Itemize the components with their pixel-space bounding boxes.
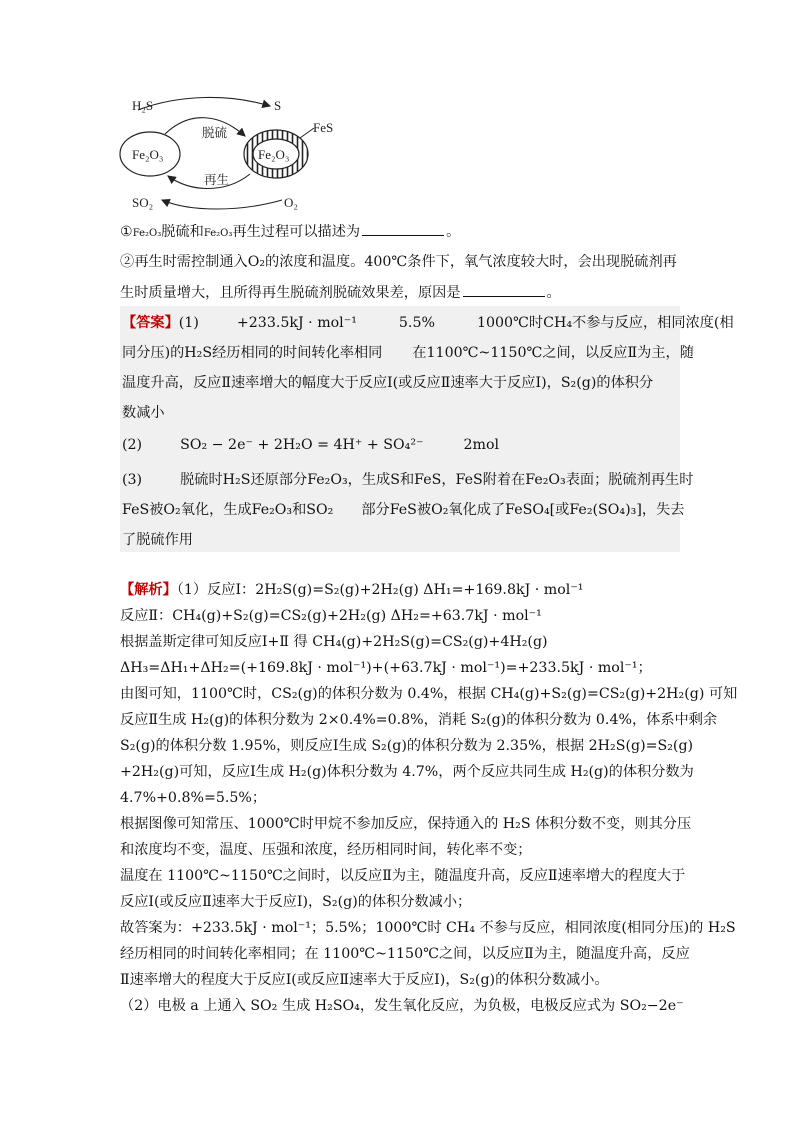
- analysis-text-4: ΔH₃=ΔH₁+ΔH₂=(+169.8kJ · mol⁻¹)+(+63.7kJ · mol⁻¹)=+233.5kJ · mol⁻¹；: [120, 660, 652, 676]
- answer-reason-2: 在1100℃~1150℃之间，以反应Ⅱ为主，随: [412, 345, 694, 361]
- analysis-text-16: Ⅱ速率增大的程度大于反应Ⅰ(或反应Ⅱ速率大于反应Ⅰ)，S₂(g)的体积分数减小。: [120, 972, 609, 988]
- q1-answer-blank[interactable]: [362, 221, 444, 236]
- question-2-line-1: [120, 252, 680, 272]
- label-s: S: [274, 98, 282, 113]
- q2-text-c: 生时质量增大，且所得再生脱硫剂脱硫效果差，原因是: [120, 285, 461, 301]
- answer-part-3-end: 了脱硫作用: [122, 532, 193, 548]
- analysis-line-7: [120, 736, 694, 756]
- analysis-text-7: S₂(g)的体积分数 1.95%，则反应Ⅰ生成 S₂(g)的体积分数为 2.35%，根据 2H₂S(g)=S₂(g): [120, 738, 694, 754]
- q2-answer-blank[interactable]: [463, 282, 545, 297]
- answer-part-3-text-2: FeS被O₂氧化，生成Fe₂O₃和SO₂: [122, 502, 334, 518]
- answer-reason-1-cont: 同分压)的H₂S经历相同的时间转化率相同: [122, 345, 383, 361]
- answer-percent: 5.5%: [398, 315, 435, 331]
- analysis-line-16: [120, 970, 685, 990]
- analysis-text-2: 反应Ⅱ：CH₄(g)+S₂(g)=CS₂(g)+2H₂(g) ΔH₂=+63.7kJ · mol⁻¹: [120, 608, 542, 624]
- analysis-line-14: [120, 918, 736, 938]
- label-fe2o3-right: Fe₂O₃: [258, 147, 290, 162]
- answer-line-8: [122, 530, 678, 550]
- analysis-text-5: 由图可知，1100℃时，CS₂(g)的体积分数为 0.4%，根据 CH₄(g)+S₂(g)=CS₂(g)+2H₂(g) 可知: [120, 686, 738, 702]
- analysis-line-11: [120, 840, 685, 860]
- label-desulf: 脱硫: [202, 125, 228, 140]
- analysis-tag: 【解析】: [120, 582, 177, 598]
- answer-line-7: [122, 500, 685, 520]
- analysis-line-15: [120, 944, 690, 964]
- answer-line-3: [122, 373, 678, 393]
- analysis-line-5: [120, 684, 738, 704]
- analysis-line-6: [120, 710, 718, 730]
- question-2-line-2: [120, 282, 680, 303]
- q1-text: 再生过程可以描述为: [232, 224, 361, 240]
- label-so2: SO₂: [132, 195, 154, 210]
- q2-o2: O₂: [247, 254, 266, 270]
- analysis-line-1: [120, 580, 685, 600]
- answer-reason-2-end: 数减小: [122, 405, 165, 421]
- analysis-line-2: [120, 606, 685, 626]
- analysis-text-12: 温度在 1100℃~1150℃之间时，以反应Ⅱ为主，随温度升高，反应Ⅱ速率增大的程度大于: [120, 868, 686, 884]
- analysis-text-10: 根据图像可知常压、1000℃时甲烷不参加反应，保持通入的 H₂S 体积分数不变，则其分压: [120, 816, 692, 832]
- answer-mol: 2mol: [463, 437, 500, 453]
- q1-end: 。: [446, 224, 461, 240]
- q2-text-a: ②再生时需控制通入: [120, 254, 248, 270]
- cycle-diagram-svg: [110, 92, 370, 214]
- label-o2: O₂: [284, 195, 298, 210]
- answer-part-3-text-3: 部分FeS被O₂氧化成了FeSO₄[或Fe₂(SO₄)₃]，失去: [361, 502, 685, 518]
- analysis-line-13: [120, 892, 685, 912]
- q1-fe2o3-b: Fe₂O₃: [203, 228, 233, 239]
- answer-part-1: (1): [178, 315, 199, 331]
- analysis-line-3: [120, 632, 685, 652]
- analysis-line-8: [120, 762, 694, 782]
- analysis-text-13: 反应Ⅰ(或反应Ⅱ速率大于反应Ⅰ)，S₂(g)的体积分数减小；: [120, 894, 472, 910]
- q2-end: 。: [546, 285, 561, 301]
- answer-electrode-equation: SO₂ − 2e⁻ + 2H₂O = 4H⁺ + SO₄²⁻: [180, 437, 424, 453]
- analysis-line-10: [120, 814, 692, 834]
- answer-part-3: (3): [122, 472, 143, 488]
- analysis-text-17: （2）电极 a 上通入 SO₂ 生成 H₂SO₄，发生氧化反应，为负极，电极反应式为 SO₂−2e⁻: [120, 998, 684, 1014]
- analysis-line-12: [120, 866, 685, 886]
- analysis-text-6: 反应Ⅱ生成 H₂(g)的体积分数为 2×0.4%=0.8%，消耗 S₂(g)的体积分数为 0.4%，体系中剩余: [120, 712, 718, 728]
- analysis-line-9: [120, 788, 685, 808]
- answer-line-6: [122, 470, 694, 490]
- answer-line-2: [122, 343, 694, 363]
- analysis-text-15: 经历相同的时间转化率相同；在 1100℃~1150℃之间，以反应Ⅱ为主，随温度升高，反应: [120, 946, 690, 962]
- answer-line-5: [122, 435, 678, 455]
- answer-tag: 【答案】: [122, 315, 179, 331]
- answer-part-3-text: 脱硫时H₂S还原部分Fe₂O₃，生成S和FeS，FeS附着在Fe₂O₃表面；脱硫剂再生时: [180, 472, 694, 488]
- analysis-line-17: [120, 996, 685, 1016]
- analysis-line-4: [120, 658, 685, 678]
- q1-number: ①: [120, 224, 133, 240]
- analysis-text-9: 4.7%+0.8%=5.5%；: [120, 790, 267, 806]
- answer-part-2: (2): [122, 437, 143, 453]
- analysis-text-14: 故答案为：+233.5kJ · mol⁻¹；5.5%；1000℃时 CH₄ 不参与反应，相同浓度(相同分压)的 H₂S: [120, 920, 736, 936]
- desulfurization-cycle-diagram: [110, 92, 370, 214]
- label-regen: 再生: [204, 172, 230, 187]
- q1-fe2o3-a: Fe₂O₃: [132, 228, 162, 239]
- analysis-text-11: 和浓度均不变，温度、压强和浓度，经历相同时间，转化率不变；: [120, 842, 532, 858]
- label-fe2o3-left: Fe₂O₃: [132, 147, 164, 162]
- q2-text-b: 的浓度和温度。400℃条件下，氧气浓度较大时，会出现脱硫剂再: [265, 254, 677, 270]
- answer-line-4: [122, 403, 678, 423]
- analysis-text-8: +2H₂(g)可知，反应Ⅰ生成 H₂(g)体积分数为 4.7%，两个反应共同生成 H₂(g)的体积分数为: [120, 764, 694, 780]
- q1-text-mid: 脱硫和: [161, 224, 204, 240]
- answer-enthalpy: +233.5kJ · mol⁻¹: [236, 315, 357, 331]
- label-h2s: H₂S: [132, 98, 154, 113]
- answer-reason-1: 1000℃时CH₄不参与反应，相同浓度(相: [476, 315, 734, 331]
- analysis-text-1: （1）反应Ⅰ：2H₂S(g)=S₂(g)+2H₂(g) ΔH₁=+169.8kJ · mol⁻¹: [176, 582, 584, 598]
- answer-reason-2-cont: 温度升高，反应Ⅱ速率增大的幅度大于反应Ⅰ(或反应Ⅱ速率大于反应Ⅰ)，S₂(g)的体积分: [122, 375, 654, 391]
- analysis-text-3: 根据盖斯定律可知反应Ⅰ+Ⅱ 得 CH₄(g)+2H₂S(g)=CS₂(g)+4H₂(g): [120, 634, 548, 650]
- question-1: [120, 221, 680, 244]
- answer-line-1: [122, 313, 734, 333]
- label-fes: FeS: [313, 120, 334, 135]
